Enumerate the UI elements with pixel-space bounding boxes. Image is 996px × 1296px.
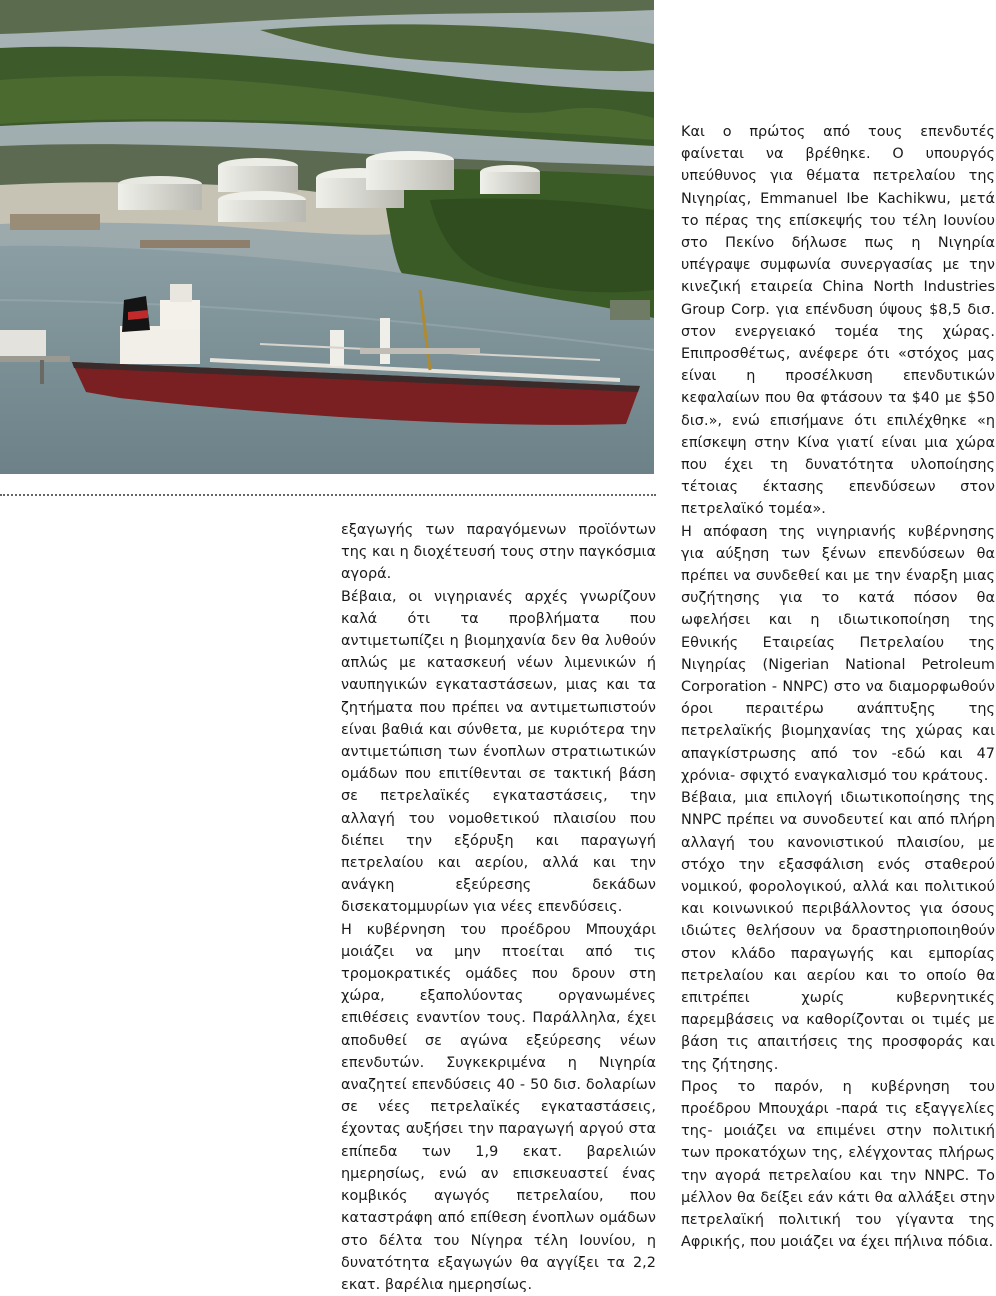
paragraph: Βέβαια, οι νιγηριανές αρχές γνωρίζουν καλά ότι τα προβλήματα που αντιμετωπίζει η βιομηχανία δεν θα λυθούν απλώς με κατασκευή νέων λιμενικών ή ναυπηγικών εγκαταστάσεων, μιας και τα ζητήματα που πρέπει να αντιμετωπιστούν είναι βαθιά και σύνθετα, με κυριότερα την αντιμετώπιση των ένοπλων στρατιωτικών ομάδων που επιτίθενται σε τακτική βάση σε πετρελαϊκές εγκαταστάσεις, την αλλαγή του νομοθετικού πλαισίου που διέπει την εξόρυξη και παραγωγή πετρελαίου και αερίου, αλλά και την ανάγκη εξεύρεσης δεκάδων δισεκατομμυρίων για νέες επενδύσεις. xyxy=(341,588,656,916)
middle-column xyxy=(341,519,656,1296)
paragraph: Η απόφαση της νιγηριανής κυβέρνησης για αύξηση των ξένων επενδύσεων θα πρέπει να συνδεθεί και με την έναρξη μιας συζήτησης για το κατά πόσον θα ωφελήσει και η ιδιωτικοποίηση της Εθνικής Εταιρείας Πετρελαίου της Νιγηρίας (Nigerian National Petroleum Corporation - NNPC) στο να διαμορφωθούν όροι περαιτέρω ανάπτυξης της πετρελαϊκής βιομηχανίας της χώρας και απαγκίστρωσης από τον -εδώ και 47 χρόνια- σφιχτό εναγκαλισμό του κράτους. xyxy=(681,523,995,784)
paragraph: Και ο πρώτος από τους επενδυτές φαίνεται να βρέθηκε. Ο υπουργός υπεύθυνος για θέματα πετρελαίου της Νιγηρίας, Emmanuel Ibe Kachikwu, μετά το πέρας της επίσκεψής του τέλη Ιουνίου στο Πεκίνο δήλωσε πως η Νιγηρία υπέγραψε συμφωνία συνεργασίας με την κινεζική εταιρεία China North Industries Group Corp. για επένδυση ύψους $8,5 δισ. στον ενεργειακό τομέα της χώρας. Επιπροσθέτως, ανέφερε ότι «στόχος μας είναι η προσέλκυση επενδυτικών κεφαλαίων που θα φτάσουν τα $40 με $50 δισ.», ενώ επισήμανε ότι επιλέχθηκε «η επίσκεψη στην Κίνα γιατί είναι μια χώρα που έχει τη δυνατότητα υλοποίησης τέτοιας έκτασης επενδύσεων στον πετρελαϊκό τομέα». xyxy=(681,124,995,518)
tanker-at-terminal-image xyxy=(0,0,654,474)
paragraph: εξαγωγής των παραγόμενων προϊόντων της και η διοχέτευσή τους στην παγκόσμια αγορά. xyxy=(341,522,656,583)
paragraph: Προς το παρόν, η κυβέρνηση του προέδρου Μπουχάρι -παρά τις εξαγγελίες της- μοιάζει να επιμένει στην πολιτική των προκατόχων της, ελέγχοντας πλήρως την αγορά πετρελαίου και την NNPC. Το μέλλον θα δείξει εάν κάτι θα αλλάξει στην πετρελαϊκή πολιτική του γίγαντα της Αφρικής, που μοιάζει να έχει πήλινα πόδια. xyxy=(681,1078,995,1251)
right-column xyxy=(681,121,995,1253)
paragraph: Βέβαια, μια επιλογή ιδιωτικοποίησης της NNPC πρέπει να συνοδευτεί και από πλήρη αλλαγή του κανονιστικού πλαισίου, με στόχο την εξασφάλιση ενός σταθερού νομικού, φορολογικού, αλλά και πολιτικού και κοινωνικού περιβάλλοντος για όσους ιδιώτες θελήσουν να δραστηριοποιηθούν στον κλάδο παραγωγής και εμπορίας πετρελαίου και αερίου και το οποίο θα επιτρέπει χωρίς κυβερνητικές παρεμβάσεις να καθορίζονται οι τιμές με βάση τις απαιτήσεις της προσφοράς και της ζήτησης. xyxy=(681,790,995,1073)
oil-terminal-photo xyxy=(0,0,654,474)
section-divider xyxy=(0,494,656,496)
paragraph: Η κυβέρνηση του προέδρου Μπουχάρι μοιάζει να μην πτοείται από τις τρομοκρατικές ομάδες που δρουν στη χώρα, εξαπολύοντας οργανωμένες επιθέσεις εναντίον τους. Παράλληλα, έχει αποδυθεί σε αγώνα εξεύρεσης νέων επενδυτών. Συγκεκριμένα η Νιγηρία αναζητεί επενδύσεις 40 - 50 δισ. δολαρίων σε νέες πετρελαϊκές εγκαταστάσεις, έχοντας αυξήσει την παραγωγή αργού στα επίπεδα των 1,9 εκατ. βαρελιών ημερησίως, ενώ αν επισκευαστεί ένας κομβικός αγωγός πετρελαίου, που καταστράφη από επίθεση ένοπλων ομάδων στο δέλτα του Νίγηρα τέλη Ιουνίου, η δυνατότητα εξαγωγών θα αγγίξει τα 2,2 εκατ. βαρέλια ημερησίως. xyxy=(341,921,656,1293)
